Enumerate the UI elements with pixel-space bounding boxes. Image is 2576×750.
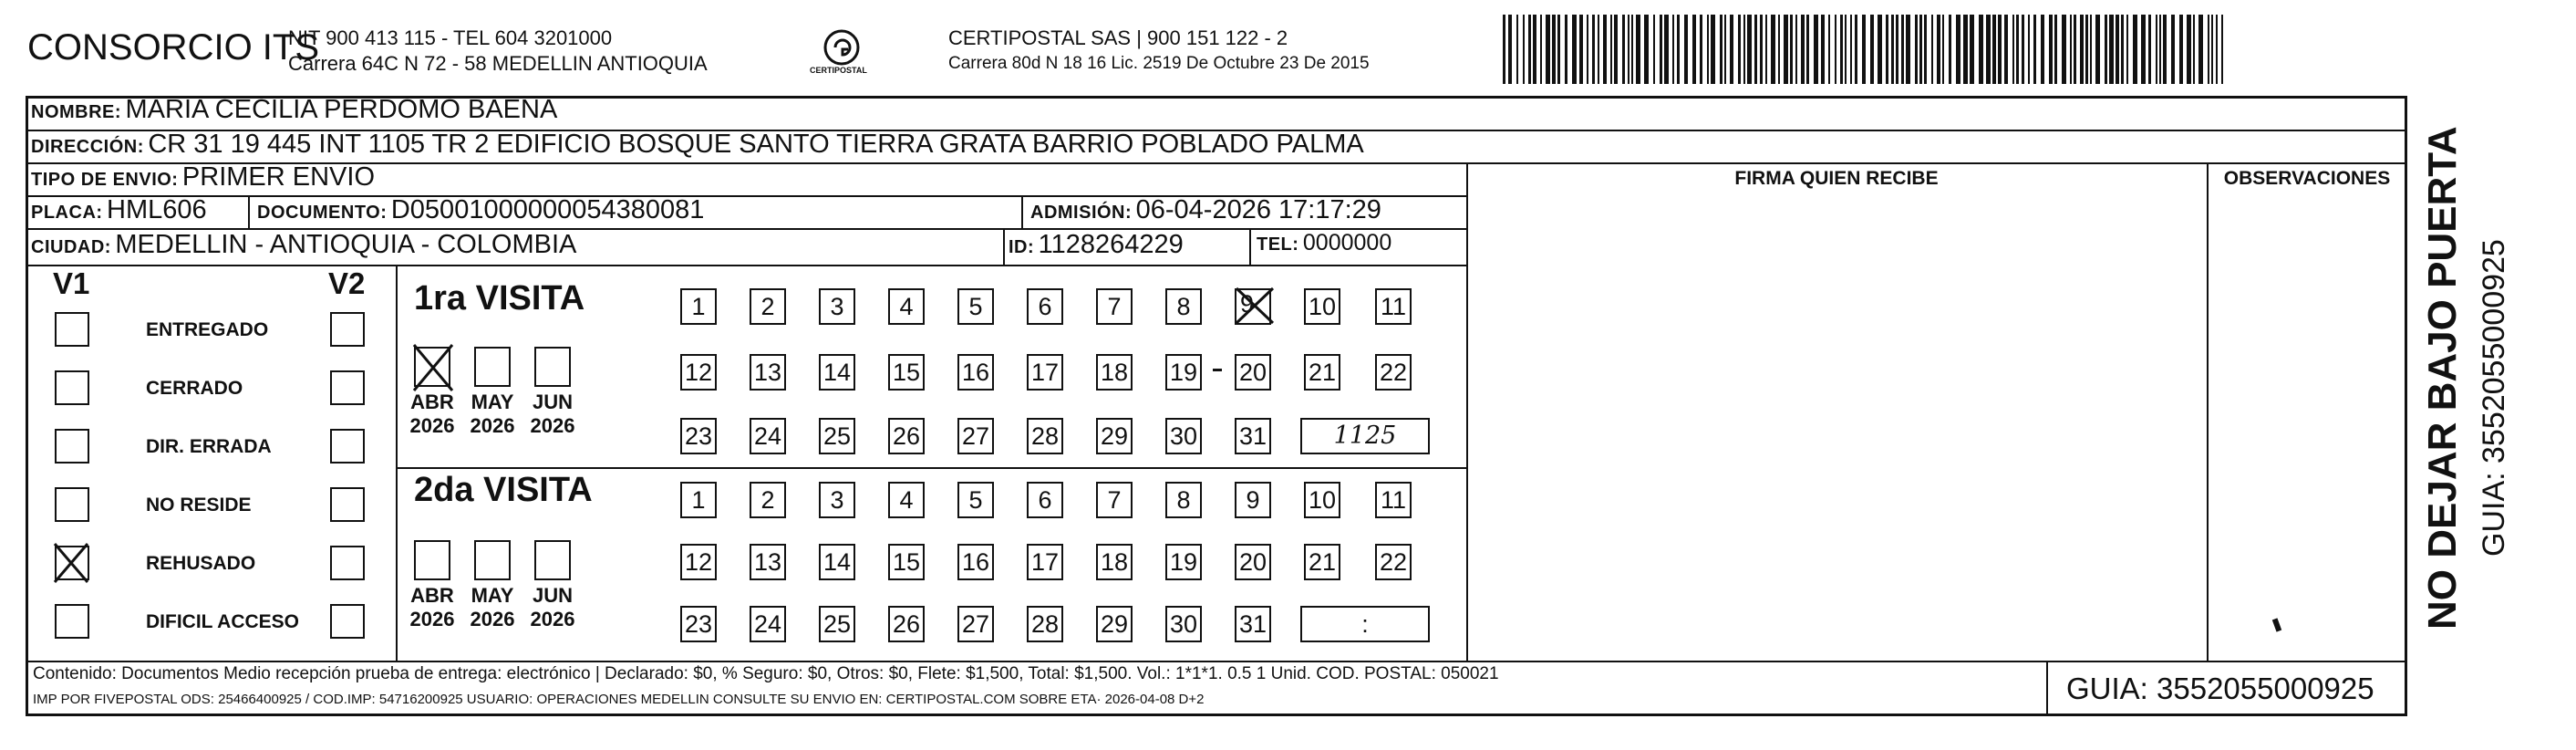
barcode-bar [1738, 15, 1741, 84]
barcode-bar [1979, 15, 1983, 84]
barcode-bar [1528, 15, 1531, 84]
side-guia: GUIA: 3552055000925 [2477, 239, 2511, 557]
barcode-bar [2012, 15, 2014, 84]
visit2-day[interactable]: 18 [1096, 544, 1133, 580]
visit2-day[interactable]: 6 [1027, 482, 1063, 518]
status-label: DIFICIL ACCESO [146, 611, 300, 632]
visit1-day[interactable]: 29 [1096, 418, 1133, 454]
barcode-bar [1552, 15, 1556, 84]
visit1-day[interactable]: 5 [957, 288, 994, 325]
visit1-day[interactable]: 30 [1165, 418, 1202, 454]
visit1-month-label: ABR 2026 [409, 391, 455, 437]
barcode-bar [1730, 15, 1733, 84]
tel-label: TEL: [1257, 234, 1299, 255]
visit2-day[interactable]: 21 [1304, 544, 1340, 580]
barcode-bar [2116, 15, 2119, 84]
barcode-bar [1631, 15, 1633, 84]
visit2-day[interactable]: 23 [680, 606, 717, 642]
barcode-bar [1636, 15, 1640, 84]
barcode-bar [2022, 15, 2024, 84]
visit2-day[interactable]: 25 [819, 606, 855, 642]
barcode-bar [2028, 15, 2030, 84]
visit2-day[interactable]: 22 [1375, 544, 1412, 580]
barcode-bar [1684, 15, 1688, 84]
barcode-bar [1998, 15, 2002, 84]
visit2-day[interactable]: 1 [680, 482, 717, 518]
nombre-row [31, 95, 557, 125]
barcode-bar [1508, 15, 1512, 84]
barcode-bar [1821, 15, 1825, 84]
dash-mark [1213, 369, 1222, 371]
barcode-bar [2208, 15, 2209, 84]
barcode-bar [2090, 15, 2092, 84]
barcode-bar [1533, 15, 1536, 84]
visit1-day[interactable]: 28 [1027, 418, 1063, 454]
barcode-bar [1915, 15, 1918, 84]
tipo-row [31, 162, 375, 193]
documento-label: DOCUMENTO: [257, 203, 388, 223]
visit2-day[interactable]: 17 [1027, 544, 1063, 580]
id-value: 1128264229 [1038, 230, 1184, 259]
visit1-day[interactable]: 3 [819, 288, 855, 325]
barcode-bar [1949, 15, 1951, 84]
barcode-bar [1546, 15, 1550, 84]
barcode-bar [1644, 15, 1649, 84]
visit1-day[interactable]: 2 [750, 288, 786, 325]
barcode-bar [1924, 15, 1927, 84]
barcode-bar [1840, 15, 1843, 84]
barcode-bar [1664, 15, 1669, 84]
barcode-bar [1672, 15, 1674, 84]
company-info [288, 26, 708, 77]
logo-text: CERTIPOSTAL [810, 66, 867, 75]
barcode-bar [1850, 15, 1852, 84]
barcode-bar [2216, 15, 2218, 84]
visit1-day[interactable]: 17 [1027, 354, 1063, 391]
status-label: ENTREGADO [146, 319, 269, 340]
visit1-month-label: JUN 2026 [530, 391, 575, 437]
ciudad-label: CIUDAD: [31, 237, 111, 257]
v2-checkbox[interactable] [330, 370, 365, 405]
barcode-bar [1610, 15, 1612, 84]
visit2-day[interactable]: 3 [819, 482, 855, 518]
barcode-bar [1906, 15, 1910, 84]
v1-checkbox[interactable] [55, 604, 89, 639]
visit1-day[interactable]: 31 [1235, 418, 1271, 454]
barcode-bar [1963, 15, 1968, 84]
barcode-bar [2171, 15, 2175, 84]
barcode-bar [2016, 15, 2019, 84]
barcode-bar [2105, 15, 2107, 84]
barcode-bar [1598, 15, 1599, 84]
barcode-bar [1778, 15, 1780, 84]
v2-checkbox[interactable] [330, 546, 365, 580]
barcode-bar [2187, 15, 2191, 84]
visit2-day[interactable]: 19 [1165, 544, 1202, 580]
visit2-day[interactable]: 7 [1096, 482, 1133, 518]
visit2-day[interactable]: 5 [957, 482, 994, 518]
visit2-month-label: JUN 2026 [530, 584, 575, 630]
guia-number: GUIA: 3552055000925 [2066, 672, 2374, 705]
status-label: CERRADO [146, 378, 243, 399]
visit1-month-check-mark [410, 341, 456, 394]
barcode-bar [2141, 15, 2146, 84]
barcode-bar [1628, 15, 1629, 84]
visit1-month-checkbox[interactable] [474, 347, 511, 387]
barcode-bar [2221, 15, 2223, 84]
barcode-bar [2159, 15, 2161, 84]
visit1-month-label: MAY 2026 [470, 391, 515, 437]
visit1-day[interactable]: 20 [1235, 354, 1271, 391]
visit1-day[interactable]: 16 [957, 354, 994, 391]
barcode-bar [1754, 15, 1757, 84]
visit2-day[interactable]: 31 [1235, 606, 1271, 642]
tel-value: 0000000 [1302, 230, 1392, 255]
address-line: Carrera 64C N 72 - 58 MEDELLIN ANTIOQUIA [288, 52, 708, 75]
barcode-bar [2041, 15, 2044, 84]
barcode-bar [2156, 15, 2157, 84]
barcode-bar [1743, 15, 1745, 84]
visit2-month-checkbox[interactable] [414, 540, 450, 580]
visit1-title: 1ra VISITA [414, 279, 585, 318]
visit2-day[interactable]: 9 [1235, 482, 1271, 518]
barcode-bar [1878, 15, 1882, 84]
barcode-bar [1660, 15, 1662, 84]
v1-checkbox[interactable] [55, 370, 89, 405]
v1-checkbox[interactable] [55, 312, 89, 347]
barcode-bar [1587, 15, 1588, 84]
barcode-bar [1784, 15, 1788, 84]
barcode-bar [2179, 15, 2183, 84]
v1-header: V1 [53, 266, 90, 300]
v2-checkbox[interactable] [330, 604, 365, 639]
barcode-bar [1956, 15, 1960, 84]
barcode-bar [1845, 15, 1847, 84]
visit1-day[interactable]: 22 [1375, 354, 1412, 391]
documento-row [257, 195, 704, 225]
visit1-day[interactable]: 11 [1375, 288, 1412, 325]
barcode-bar [1603, 15, 1607, 84]
barcode-bar [2033, 15, 2036, 84]
visit2-day[interactable]: 8 [1165, 482, 1202, 518]
direccion-label: DIRECCIÓN: [31, 137, 144, 157]
barcode-bar [1835, 15, 1836, 84]
visit2-day[interactable]: 20 [1235, 544, 1271, 580]
barcode-bar [2049, 15, 2053, 84]
barcode-bar [1870, 15, 1874, 84]
visit2-month-checkbox[interactable] [474, 540, 511, 580]
admision-value: 06-04-2026 17:17:29 [1135, 195, 1381, 224]
barcode-bar [1557, 15, 1560, 84]
placa-value: HML606 [107, 195, 207, 224]
v2-header: V2 [328, 266, 366, 300]
barcode-bar [1855, 15, 1857, 84]
barcode-bar [1970, 15, 1974, 84]
barcode-bar [1937, 15, 1940, 84]
barcode-bar [1572, 15, 1577, 84]
visit1-day[interactable]: 24 [750, 418, 786, 454]
visit2-day[interactable]: 13 [750, 544, 786, 580]
id-label: ID: [1009, 237, 1035, 257]
barcode-bar [1700, 15, 1702, 84]
visit2-month-label: MAY 2026 [470, 584, 515, 630]
barcode-bar [1828, 15, 1830, 84]
ciudad-row [31, 230, 576, 260]
visit1-day[interactable]: 18 [1096, 354, 1133, 391]
barcode-bar [1901, 15, 1904, 84]
visit2-day[interactable]: 16 [957, 544, 994, 580]
barcode-bar [1653, 15, 1655, 84]
visit2-day[interactable]: 15 [888, 544, 925, 580]
admision-row [1030, 195, 1381, 225]
visit1-day[interactable]: 8 [1165, 288, 1202, 325]
barcode-bar [1986, 15, 1991, 84]
barcode-bar [1516, 15, 1518, 84]
barcode-bar [1771, 15, 1775, 84]
nit-line: NIT 900 413 115 - TEL 604 3201000 [288, 26, 613, 49]
barcode-bar [1801, 15, 1805, 84]
visit1-day[interactable]: 21 [1304, 354, 1340, 391]
visit2-day[interactable]: 24 [750, 606, 786, 642]
visit2-time-box[interactable]: : [1300, 606, 1430, 642]
tel-row [1257, 230, 1391, 256]
admision-label: ADMISIÓN: [1030, 203, 1133, 223]
visit1-day[interactable]: 27 [957, 418, 994, 454]
barcode-bar [1891, 15, 1894, 84]
barcode-bar [1747, 15, 1752, 84]
barcode-bar [1931, 15, 1933, 84]
barcode-bar [1565, 15, 1567, 84]
barcode-bar [2004, 15, 2008, 84]
barcode-bar [1806, 15, 1809, 84]
visit2-day[interactable]: 27 [957, 606, 994, 642]
direccion-value: CR 31 19 445 INT 1105 TR 2 EDIFICIO BOSQUE SANTO TIERRA GRATA BARRIO POBLADO PALMA [148, 130, 1364, 159]
visit2-day[interactable]: 26 [888, 606, 925, 642]
contenido-text: Contenido: Documentos Medio recepción prueba de entrega: electrónico | Declarado: $0, % Seguro: $0, Otros: $0, Flete: $1,500, Total: $1,500. Vol.: 1*1*1. 0.5 1 Unid. COD. POSTAL: 050021 [33, 664, 1499, 683]
id-row [1009, 230, 1184, 260]
barcode-bar [1765, 15, 1767, 84]
visit2-month-label: ABR 2026 [409, 584, 455, 630]
barcode-bar [2126, 15, 2128, 84]
barcode-bar [2198, 15, 2203, 84]
barcode-bar [2121, 15, 2124, 84]
v2-checkbox[interactable] [330, 487, 365, 522]
barcode-bar [2070, 15, 2072, 84]
visit2-day[interactable]: 12 [680, 544, 717, 580]
barcode-bar [2074, 15, 2076, 84]
barcode-bar [1720, 15, 1723, 84]
placa-label: PLACA: [31, 203, 103, 223]
barcode-bar [1592, 15, 1595, 84]
visit1-day-number: 9 [1240, 290, 1255, 318]
visit2-day[interactable]: 30 [1165, 606, 1202, 642]
license-line: Carrera 80d N 18 16 Lic. 2519 De Octubre 23 De 2015 [948, 54, 1370, 73]
barcode-bar [2085, 15, 2088, 84]
nombre-value: MARIA CECILIA PERDOMO BAENA [125, 95, 558, 124]
v1-checkbox[interactable] [55, 487, 89, 522]
barcode-bar [1707, 15, 1709, 84]
carrier-line: CERTIPOSTAL SAS | 900 151 122 - 2 [948, 26, 1288, 49]
barcode-bar [1896, 15, 1898, 84]
documento-value: D05001000000054380081 [390, 195, 705, 224]
visit2-day[interactable]: 4 [888, 482, 925, 518]
visit1-day[interactable]: 14 [819, 354, 855, 391]
barcode [1503, 15, 2228, 84]
barcode-bar [1724, 15, 1726, 84]
barcode-bar [2163, 15, 2167, 84]
status-label: REHUSADO [146, 553, 256, 574]
barcode-bar [1795, 15, 1797, 84]
company-name: CONSORCIO ITS [27, 27, 320, 68]
visit2-day[interactable]: 11 [1375, 482, 1412, 518]
tipo-value: PRIMER ENVIO [181, 162, 376, 192]
barcode-bar [2062, 15, 2066, 84]
barcode-bar [1692, 15, 1696, 84]
firma-header: FIRMA QUIEN RECIBE [1734, 168, 1939, 189]
visit1-time-box[interactable]: 1125 [1300, 418, 1430, 454]
visit1-day[interactable]: 12 [680, 354, 717, 391]
barcode-bar [2054, 15, 2057, 84]
v1-checkbox[interactable] [55, 429, 89, 464]
carrier-info [948, 26, 1370, 77]
visit1-day[interactable]: 25 [819, 418, 855, 454]
visit1-day[interactable]: 19 [1165, 354, 1202, 391]
barcode-bar [1942, 15, 1944, 84]
visit1-day[interactable]: 6 [1027, 288, 1063, 325]
barcode-bar [1540, 15, 1542, 84]
imp-text: IMP POR FIVEPOSTAL ODS: 25466400925 / COD.IMP: 54716200925 USUARIO: OPERACIONES MEDELLIN CONSULTE SU ENVIO EN: CERTIPOSTAL.COM SOBRE ETA· 2026-04-08 D+2 [33, 692, 1205, 707]
barcode-bar [1579, 15, 1583, 84]
barcode-bar [1992, 15, 1996, 84]
visit1-day[interactable]: 4 [888, 288, 925, 325]
placa-row [31, 195, 207, 225]
direccion-row [31, 130, 1364, 160]
visit1-day[interactable]: 10 [1304, 288, 1340, 325]
barcode-bar [1614, 15, 1618, 84]
barcode-bar [2133, 15, 2137, 84]
visit2-day[interactable]: 10 [1304, 482, 1340, 518]
barcode-bar [2109, 15, 2114, 84]
barcode-bar [1814, 15, 1818, 84]
barcode-bar [1622, 15, 1625, 84]
v1-check-mark [51, 540, 91, 586]
visit2-day[interactable]: 2 [750, 482, 786, 518]
visit1-day[interactable]: 7 [1096, 288, 1133, 325]
visit1-day[interactable]: 13 [750, 354, 786, 391]
barcode-bar [1503, 15, 1505, 84]
v2-checkbox[interactable] [330, 312, 365, 347]
certipostal-logo [810, 27, 874, 88]
barcode-bar [1862, 15, 1866, 84]
barcode-bar [1677, 15, 1680, 84]
barcode-bar [2193, 15, 2195, 84]
barcode-bar [1711, 15, 1715, 84]
no-dejar-bajo-puerta: NO DEJAR BAJO PUERTA [2420, 126, 2465, 630]
visit2-month-checkbox[interactable] [534, 540, 571, 580]
tipo-label: TIPO DE ENVIO: [31, 170, 179, 190]
barcode-bar [2080, 15, 2084, 84]
observaciones-header: OBSERVACIONES [2223, 168, 2391, 189]
ciudad-value: MEDELLIN - ANTIOQUIA - COLOMBIA [115, 230, 577, 259]
visit1-day[interactable]: 15 [888, 354, 925, 391]
barcode-bar [1760, 15, 1763, 84]
barcode-bar [1919, 15, 1922, 84]
visit1-day[interactable]: 1 [680, 288, 717, 325]
visit2-day[interactable]: 29 [1096, 606, 1133, 642]
visit2-day[interactable]: 28 [1027, 606, 1063, 642]
barcode-bar [2148, 15, 2151, 84]
barcode-bar [1886, 15, 1888, 84]
visit1-day[interactable]: 23 [680, 418, 717, 454]
barcode-bar [1523, 15, 1525, 84]
visit2-day[interactable]: 14 [819, 544, 855, 580]
status-label: DIR. ERRADA [146, 436, 272, 457]
barcode-bar [2211, 15, 2213, 84]
barcode-bar [2095, 15, 2100, 84]
v2-checkbox[interactable] [330, 429, 365, 464]
visit1-day[interactable]: 26 [888, 418, 925, 454]
barcode-bar [1790, 15, 1793, 84]
status-label: NO RESIDE [146, 495, 252, 516]
nombre-label: NOMBRE: [31, 102, 122, 122]
visit2-title: 2da VISITA [414, 471, 593, 509]
visit1-month-checkbox[interactable] [534, 347, 571, 387]
